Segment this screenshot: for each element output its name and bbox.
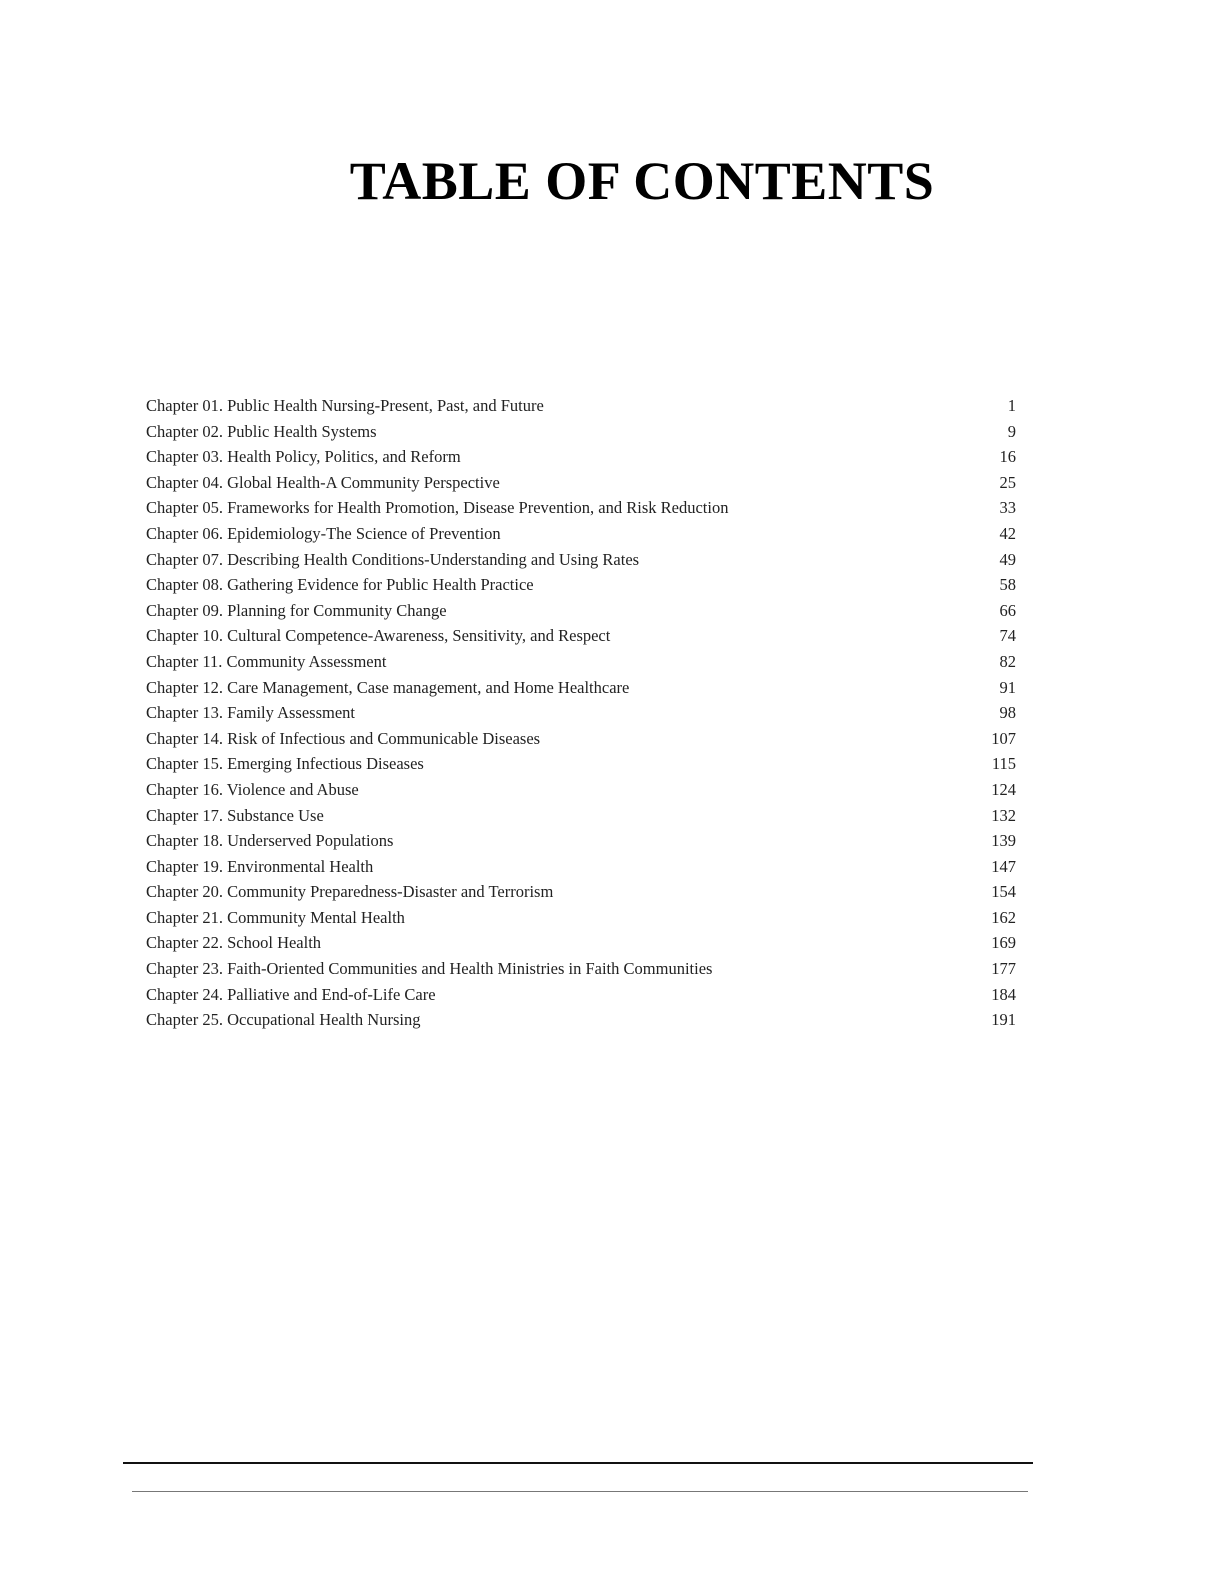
toc-entry-page: 58 <box>999 575 1016 595</box>
toc-entry-label: Chapter 08. Gathering Evidence for Public Health Practice <box>146 575 534 595</box>
toc-entry-label: Chapter 02. Public Health Systems <box>146 421 377 441</box>
toc-entry[interactable] <box>146 879 1016 905</box>
toc-entry-page: 124 <box>991 779 1016 799</box>
toc-entry-page: 42 <box>999 523 1016 543</box>
toc-entry-page: 82 <box>999 651 1016 671</box>
toc-entry-label: Chapter 07. Describing Health Conditions-Understanding and Using Rates <box>146 549 640 569</box>
toc-entry-page: 74 <box>999 626 1016 646</box>
toc-entry[interactable] <box>146 572 1016 598</box>
toc-entry-label: Chapter 13. Family Assessment <box>146 703 355 723</box>
toc-entry-label: Chapter 09. Planning for Community Change <box>146 600 447 620</box>
toc-entry-label: Chapter 24. Palliative and End-of-Life Care <box>146 984 436 1004</box>
toc-entry-page: 1 <box>1007 396 1016 415</box>
toc-entry-page: 115 <box>991 754 1016 774</box>
toc-entry[interactable] <box>146 751 1016 777</box>
toc-entry[interactable] <box>146 828 1016 854</box>
toc-entry[interactable] <box>146 521 1016 547</box>
toc-entry-label: Chapter 16. Violence and Abuse <box>146 779 359 799</box>
toc-entry-page: 169 <box>991 933 1016 953</box>
table-of-contents <box>146 393 1016 1033</box>
toc-entry[interactable] <box>146 700 1016 726</box>
toc-entry-label: Chapter 14. Risk of Infectious and Communicable Diseases <box>146 728 541 748</box>
toc-entry-label: Chapter 25. Occupational Health Nursing <box>146 1010 421 1030</box>
toc-entry-label: Chapter 11. Community Assessment <box>146 651 387 671</box>
toc-entry-label: Chapter 04. Global Health-A Community Perspective <box>146 472 500 492</box>
toc-entry[interactable] <box>146 623 1016 649</box>
toc-entry[interactable] <box>146 930 1016 956</box>
toc-entry-page: 33 <box>999 498 1016 518</box>
toc-entry-page: 91 <box>999 677 1016 697</box>
toc-entry[interactable] <box>146 393 1016 419</box>
toc-entry[interactable] <box>146 547 1016 573</box>
toc-entry[interactable] <box>146 854 1016 880</box>
toc-entry-page: 191 <box>991 1010 1016 1030</box>
toc-entry-page: 147 <box>991 856 1016 876</box>
toc-entry[interactable] <box>146 905 1016 931</box>
toc-entry-page: 184 <box>991 984 1016 1004</box>
toc-entry-page: 49 <box>999 549 1016 569</box>
toc-entry-label: Chapter 22. School Health <box>146 933 322 953</box>
toc-entry-label: Chapter 18. Underserved Populations <box>146 831 394 851</box>
toc-entry[interactable] <box>146 956 1016 982</box>
toc-entry-label: Chapter 17. Substance Use <box>146 805 324 825</box>
toc-entry-page: 9 <box>1007 421 1016 441</box>
toc-entry-label: Chapter 03. Health Policy, Politics, and Reform <box>146 447 461 467</box>
toc-entry[interactable] <box>146 419 1016 445</box>
toc-entry-label: Chapter 12. Care Management, Case management, and Home Healthcare <box>146 677 630 697</box>
toc-entry[interactable] <box>146 470 1016 496</box>
toc-entry-page: 154 <box>991 882 1016 902</box>
toc-entry-label: Chapter 19. Environmental Health <box>146 856 374 876</box>
toc-entry[interactable] <box>146 726 1016 752</box>
toc-entry[interactable] <box>146 982 1016 1008</box>
toc-entry-page: 107 <box>991 728 1016 748</box>
toc-entry-label: Chapter 23. Faith-Oriented Communities and Health Ministries in Faith Communities <box>146 959 713 979</box>
toc-entry-label: Chapter 20. Community Preparedness-Disaster and Terrorism <box>146 882 554 902</box>
toc-entry[interactable] <box>146 675 1016 701</box>
toc-entry[interactable] <box>146 495 1016 521</box>
toc-entry-page: 66 <box>999 600 1016 620</box>
toc-entry-label: Chapter 06. Epidemiology-The Science of Prevention <box>146 523 501 543</box>
toc-entry-label: Chapter 05. Frameworks for Health Promotion, Disease Prevention, and Risk Reduction <box>146 498 729 518</box>
toc-entry-label: Chapter 10. Cultural Competence-Awareness, Sensitivity, and Respect <box>146 626 611 646</box>
toc-entry-label: Chapter 01. Public Health Nursing-Present, Past, and Future <box>146 396 544 415</box>
page-title: TABLE OF CONTENTS <box>349 151 935 211</box>
toc-entry-page: 139 <box>991 831 1016 851</box>
toc-entry[interactable] <box>146 777 1016 803</box>
toc-entry-page: 132 <box>991 805 1016 825</box>
toc-entry-page: 16 <box>999 447 1016 467</box>
toc-entry-page: 177 <box>991 959 1016 979</box>
toc-entry[interactable] <box>146 803 1016 829</box>
toc-entry[interactable] <box>146 1007 1016 1033</box>
footer-divider-thin <box>132 1491 1028 1492</box>
toc-entry-page: 162 <box>991 907 1016 927</box>
toc-entry-page: 98 <box>999 703 1016 723</box>
toc-entry[interactable] <box>146 649 1016 675</box>
toc-entry-page: 25 <box>999 472 1016 492</box>
toc-entry[interactable] <box>146 598 1016 624</box>
toc-entry-label: Chapter 15. Emerging Infectious Diseases <box>146 754 424 774</box>
toc-entry-label: Chapter 21. Community Mental Health <box>146 907 405 927</box>
footer-divider-thick <box>123 1462 1033 1464</box>
toc-entry[interactable] <box>146 444 1016 470</box>
